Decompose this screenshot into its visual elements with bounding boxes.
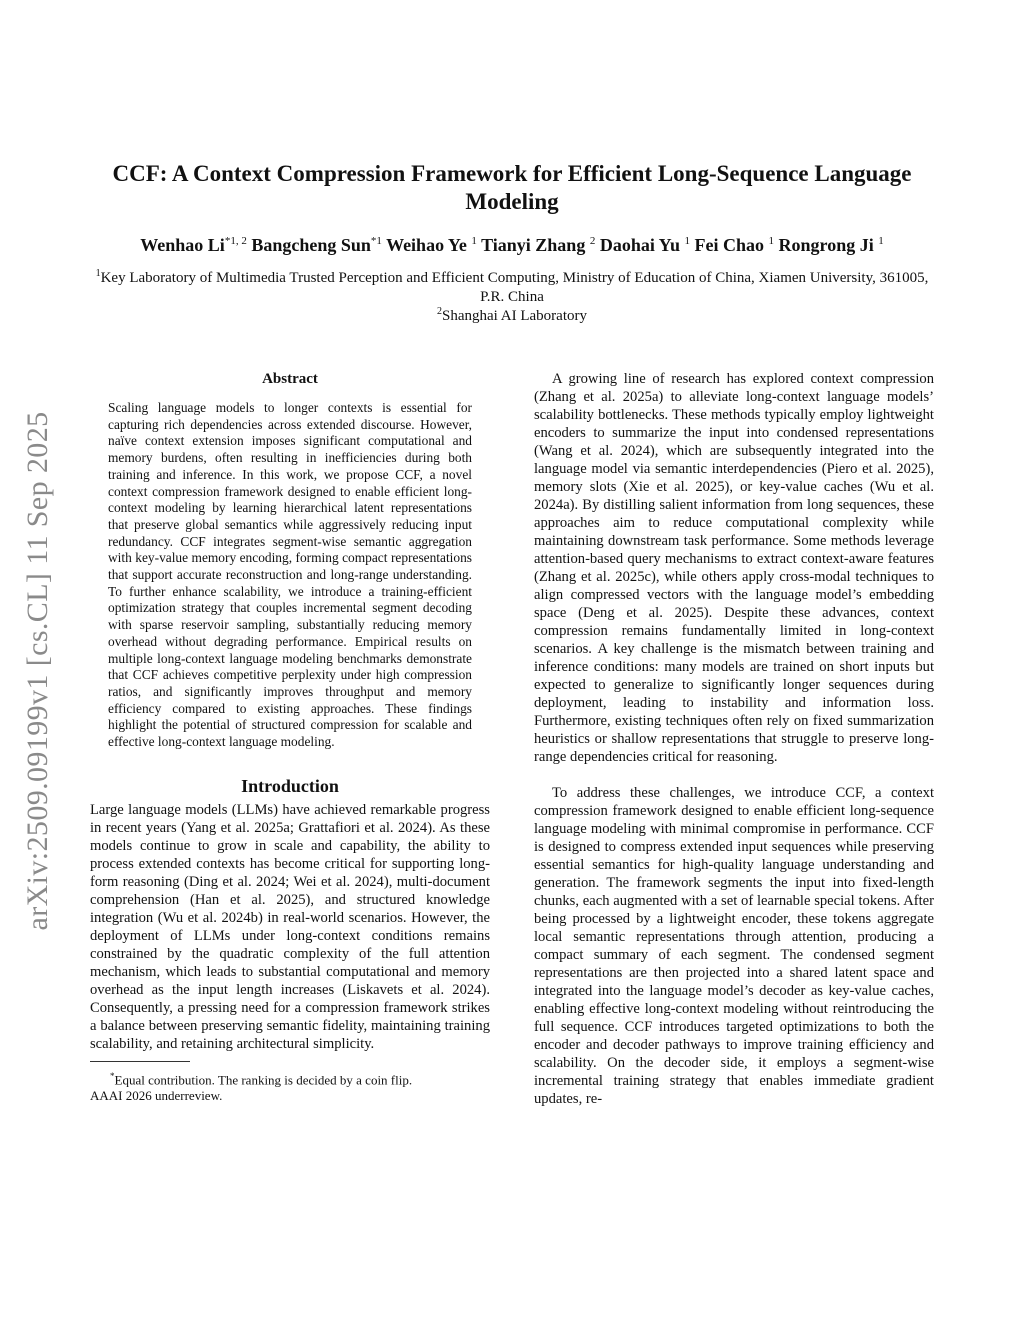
author-list: [60, 235, 964, 256]
affiliation-2: [90, 302, 934, 326]
author-name: Bangcheng Sun: [251, 235, 371, 255]
introduction-paragraph: To address these challenges, we introduce CCF, a context compression framework designed to enable efficient long-sequence language modeling with minimal compromise in performance. CCF is designed to compress extended input sequences while preserving essential semantics for high-quality language understanding and generation. The framework segments the input into fixed-length chunks, each augmented with a set of learnable special tokens. After being processed by a lightweight encoder, these tokens aggregate local semantic representations through attention, producing a compact summary of each segment. The condensed segment representations are then projected into a shared latent space and integrated into the language model’s decoder as key-value caches, enabling effective long-context modeling without reintroducing the full sequence. CCF introduces targeted optimizations to both the encoder and decoder pathways to improve training efficiency and scalability. On the decoder side, it employs a segment-wise incremental training strategy that enables immediate gradient updates, re-: [534, 785, 934, 1107]
footnote: [90, 1068, 490, 1104]
author-name: Tianyi Zhang: [481, 235, 586, 255]
abstract-heading: Abstract: [262, 371, 318, 387]
author-name: Daohai Yu: [599, 235, 681, 255]
affiliation-mark: 1: [95, 268, 101, 279]
author-affiliation-mark: *1: [370, 235, 382, 247]
affiliation-1: [90, 264, 934, 307]
introduction-paragraph: Large language models (LLMs) have achieved remarkable progress in recent years (Yang et al. 2025a; Grattafiori et al. 2024). As these models continue to grow in scale and capability, the ability to process extended contexts has become critical for supporting long-form reasoning (Ding et al. 2024; Wei et al. 2024), multi-document comprehension (Han et al. 2025), and structured knowledge integration (Wu et al. 2024b) in real-world scenarios. However, the deployment of LLMs under long-context conditions remains constrained by the quadratic complexity of the full attention mechanism, which leads to substantial computational and memory overhead as the input length increases (Liskavets et al. 2024). Consequently, a pressing need for a compression framework strikes a balance between preserving semantic fidelity, maintaining training scalability, and retaining architectural simplicity.: [90, 801, 490, 1052]
author-name: Wenhao Li: [140, 235, 225, 255]
abstract-text: Scaling language models to longer contexts is essential for capturing rich dependencies across extended discourse. However, naïve context extension imposes significant computational and memory burdens, often resulting in inefficiencies during both training and inference. In this work, we propose CCF, a novel context compression framework designed to enable efficient long-context modeling by learning hierarchical latent representations that preserve global semantics while aggressively reducing input redundancy. CCF integrates segment-wise semantic aggregation with key-value memory encoding, forming compact representations that support accurate reconstruction and long-range understanding. To further enhance scalability, we introduce a training-efficient optimization strategy that couples incremental segment decoding with sparse reservoir sampling, substantially reducing memory overhead without degrading performance. Empirical results on multiple long-context language modeling benchmarks demonstrate that CCF achieves competitive perplexity under high compression ratios, and significantly improves throughput and memory efficiency compared to existing approaches. These findings highlight the potential of structured compression for scalable and effective long-context language modeling.: [108, 400, 472, 750]
footnote-mark: *: [110, 1070, 115, 1081]
left-column: [90, 370, 490, 1104]
author-affiliation-mark: 1: [878, 235, 884, 247]
introduction-heading: Introduction: [241, 775, 339, 796]
author-affiliation-mark: *1, 2: [224, 235, 247, 247]
footnote-divider: [90, 1061, 190, 1062]
author-name: Weihao Ye: [386, 235, 467, 255]
paper-title: CCF: A Context Compression Framework for Efficient Long-Sequence Language Modeling: [112, 161, 912, 214]
affiliation-text: Key Laboratory of Multimedia Trusted Perception and Efficient Computing, Ministry of Education of China, Xiamen University, 361005, P.R. China: [100, 270, 929, 305]
author-affiliation-mark: 1: [684, 235, 691, 247]
venue-note: AAAI 2026 underreview.: [90, 1088, 223, 1104]
author-name: Rongrong Ji: [778, 235, 874, 255]
affiliation-mark: 2: [437, 306, 443, 317]
right-column: [534, 370, 934, 1108]
author-name: Fei Chao: [694, 235, 765, 255]
introduction-paragraph: A growing line of research has explored context compression (Zhang et al. 2025a) to alleviate long-context language models’ scalability bottlenecks. These methods typically employ lightweight encoders to summarize the input into condensed representations (Wang et al. 2024), which are subsequently integrated into the language model via semantic interdependencies (Piero et al. 2025), memory slots (Xie et al. 2025), or key-value caches (Wu et al. 2024a). By distilling salient information from long sequences, these approaches aim to reduce computational complexity while maintaining downstream task performance. Some methods leverage attention-based query mechanisms to extract context-aware features (Zhang et al. 2025c), while others apply cross-modal techniques to align compressed vectors with the language model’s embedding space (Deng et al. 2025). Despite these advances, context compression remains fundamentally limited in long-context scenarios. A key challenge is the mismatch between training and inference conditions: many models are trained on short inputs but expected to generalize to significantly longer sequences during deployment, leading to instability and information loss. Furthermore, existing techniques often rely on fixed summarization heuristics or shallow representations that struggle to preserve long-range dependencies critical for reasoning.: [534, 371, 934, 765]
abstract: [108, 370, 472, 751]
arxiv-identifier-text: arXiv:2509.09199v1 [cs.CL] 11 Sep 2025: [21, 411, 54, 931]
footnote-text: Equal contribution. The ranking is decided by a coin flip.: [114, 1072, 413, 1088]
arxiv-identifier: [8, 372, 68, 970]
author-affiliation-mark: 2: [589, 235, 596, 247]
affiliation-text: Shanghai AI Laboratory: [442, 308, 587, 324]
author-affiliation-mark: 1: [471, 235, 477, 247]
author-affiliation-mark: 1: [768, 235, 775, 247]
